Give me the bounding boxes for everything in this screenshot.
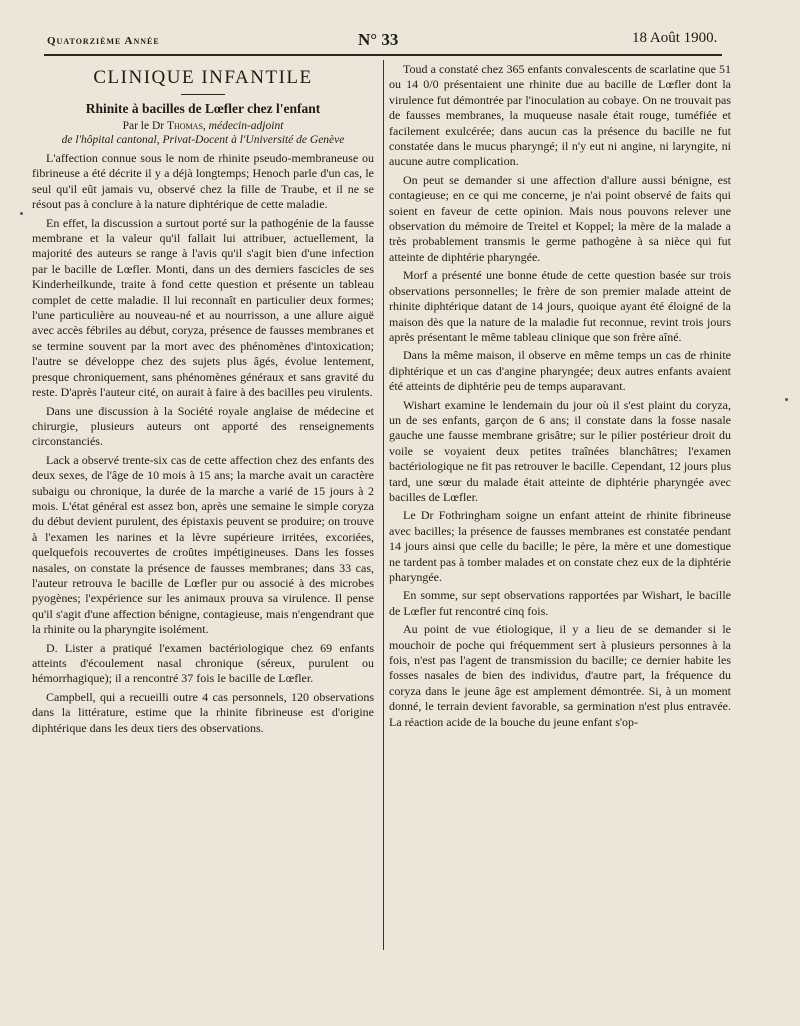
paragraph: On peut se demander si une affection d'allure aussi bénigne, est contagieuse; en ce qui me concerne, je n'ai point observé de faits qui soient en faveur de cette opinion. Mais nous pouvons relever une observation du mémoire de Treitel et Koppel; la mère de la malade a très probablement transmis le germe pathogène à sa nièce qui fut atteinte de diphtérie pharyngée. xyxy=(389,172,731,264)
article-title: Rhinite à bacilles de Lœfler chez l'enfant xyxy=(85,101,321,116)
paragraph: Dans la même maison, il observe en même temps un cas de rhinite diphtérique et un cas d'angine pharyngée; deux autres enfants avaient été atteints de diphtérie peu de temps auparavant. xyxy=(389,348,731,394)
paragraph: En effet, la discussion a surtout porté sur la pathogénie de la fausse membrane et la valeur qu'il fallait lui attribuer, actuellement, la majorité des auteurs se range à l'avis qu'il s'agit bien d'une infection par le bacille de Lœfler. Monti, dans un des derniers fascicles de ses Kinderheilkunde, traite à fond cette question et présente un tableau complet de cette maladie. Il lui reconnaît en particulier deux formes; l'une particulière au nouveau-né et au nourrisson, a une allure aiguë avec accès fébriles au début, coryza, présence de fausses membranes et se termine souvent par la mort avec des phénomènes d'intoxication; l'autre se développe chez des sujets plus âgés, évolue lentement, presque chroniquement, sans phénomènes généraux et sans gravité du reste. D'après l'auteur cité, on aurait à faire à des bacilles peu virulents. xyxy=(32,215,374,400)
header-rule xyxy=(44,54,722,56)
page-header xyxy=(0,0,800,58)
paragraph: L'affection connue sous le nom de rhinite pseudo-membraneuse ou fibrineuse a été décrite il y a déjà longtemps; Henoch parle d'un cas, le seul qu'il eût jamais vu, observé chez la fille de Traube, et il ne se résout pas à conclure à la nature diphtérique de cette maladie. xyxy=(32,151,374,212)
title-rule xyxy=(181,94,225,95)
paragraph: Dans une discussion à la Société royale anglaise de médecine et chirurgie, plusieurs auteurs ont apporté des renseignements circonstanciés. xyxy=(32,403,374,449)
edition-label: Quatorzième Année xyxy=(47,35,160,47)
issue-date: 18 Août 1900. xyxy=(632,30,718,46)
paragraph: Morf a présenté une bonne étude de cette question basée sur trois observations personnelles; le frère de son premier malade atteint de rhinite diphtérique datant de 14 jours, quoique ayant été éloigné de la maison dès que la nature de la maladie fut reconnue, revint trois jours après présentant le même tableau clinique que son frère aîné. xyxy=(389,268,731,344)
paragraph: Wishart examine le lendemain du jour où il s'est plaint du coryza, un de ses enfants, garçon de 6 ans; il constate dans la fosse nasale gauche une fausse membrane grisâtre; sur le pilier postérieur droit du voile se voyaient deux petites traînées blanchâtres; l'examen bactériologique ne fit pas retrouver le bacille. Cependant, 12 jours plus tard, une sœur du malade était atteinte de diphtérie pharyngée avec bacilles de Lœfler. xyxy=(389,397,731,504)
paragraph: Lack a observé trente-six cas de cette affection chez des enfants des deux sexes, de l'âge de 10 mois à 15 ans; la marche avait un caractère subaigu ou chronique, la durée de la marche a varié de 15 jours à 2 mois. L'état général est assez bon, après une semaine le simple coryza du début devient purulent, des épistaxis peuvent se produire; on trouve à l'examen les narines et la lèvre supérieure irritées, excoriées, quelquefois recouvertes de croûtes impétigineuses. Dans les fosses nasales, on constate la présence de fausses membranes; dans 33 cas, l'auteur retrouva le bacille de Lœfler pur ou associé à des microbes pyogènes; l'expérience sur les animaux prouva sa virulence. Il pense qu'il s'agit d'une affection bénigne, contagieuse, mais n'engendrant que la rhinite ou la pharyngite isolément. xyxy=(32,452,374,637)
author-role: médecin-adjoint xyxy=(208,120,284,132)
section-title: CLINIQUE INFANTILE xyxy=(93,67,313,88)
byline-prefix: Par le Dr xyxy=(122,120,165,132)
paragraph: Au point de vue étiologique, il y a lieu de se demander si le mouchoir de poche qui fréquemment sert à plusieurs personnes à la fois, n'est pas l'agent de transmission du bacille; ce dernier habite les fosses nasales de bien des individus, d'autre part, la fréquence du coryza dans le jeune âge est amplement démontrée. Si, à un moment donné, le terrain devient favorable, sa germination n'est plus entravée. La réaction acide de la bouche du jeune enfant s'op- xyxy=(389,622,731,729)
paragraph: Le Dr Fothringham soigne un enfant atteint de rhinite fibrineuse avec bacilles; la présence de fausses membranes est constatée pendant 14 jours ainsi que celle du bacille; le père, la mère et une domestique ne tardent pas à tomber malades et on constate chez eux de la diphtérie pharyngée. xyxy=(389,508,731,584)
paper-speck xyxy=(20,212,23,215)
right-column xyxy=(389,62,731,730)
paragraph: Campbell, qui a recueilli outre 4 cas personnels, 120 observations dans la littérature, estime que la rhinite fibrineuse est d'origine diphtérique dans les deux tiers des observations. xyxy=(32,689,374,735)
article-byline xyxy=(32,119,374,133)
paragraph: Toud a constaté chez 365 enfants convalescents de scarlatine que 51 ou 14 0/0 présentaient une rhinite due au bacille de Lœfler dont la virulence fut démontrée par l'inoculation au cobaye. On ne trouvait pas de fausses membranes, la muqueuse nasale était rouge, tuméfiée et facilement exulcérée; dans aucun cas la présence du bacille ne fut constatée dans le mucus pharyngé; il n'y eut ni angine, ni laryngite, ni aucune autre complication. xyxy=(389,62,731,169)
paragraph: D. Lister a pratiqué l'examen bactériologique chez 69 enfants atteints d'écoulement nasal chronique (séreux, purulent ou hémorrhagique); il a rencontré 37 fois le bacille de Lœfler. xyxy=(32,640,374,686)
left-column xyxy=(32,62,374,736)
issue-number: N° 33 xyxy=(358,30,399,49)
paragraph: En somme, sur sept observations rapportées par Wishart, le bacille de Lœfler fut rencontré cinq fois. xyxy=(389,588,731,618)
column-separator xyxy=(383,60,384,950)
author-name: Thomas, xyxy=(166,120,206,132)
author-affiliation: de l'hôpital cantonal, Privat-Docent à l'Université de Genève xyxy=(61,134,345,146)
paper-speck xyxy=(785,398,788,401)
